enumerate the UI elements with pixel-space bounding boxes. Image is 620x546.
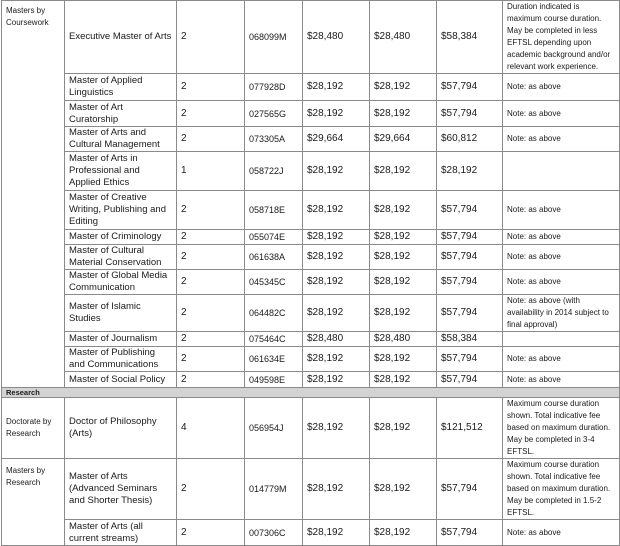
annual-fee: $28,480 xyxy=(303,332,370,347)
course-fee-table xyxy=(1,0,620,546)
annual-fee-secondary: $29,664 xyxy=(370,127,437,152)
annual-fee-secondary: $28,192 xyxy=(370,74,437,101)
annual-fee: $28,192 xyxy=(303,152,370,191)
course-duration: 2 xyxy=(177,191,245,230)
table-row xyxy=(2,191,620,230)
course-duration: 2 xyxy=(177,74,245,101)
course-note: Note: as above xyxy=(503,372,620,388)
course-duration: 2 xyxy=(177,459,245,520)
course-note: Maximum course duration shown. Total indicative fee based on maximum duration. May be completed in 1.5-2 EFTSL. xyxy=(503,459,620,520)
course-name: Master of Arts (all current streams) xyxy=(65,520,177,546)
annual-fee: $28,192 xyxy=(303,347,370,372)
course-duration: 1 xyxy=(177,152,245,191)
total-fee: $28,192 xyxy=(437,152,503,191)
course-code: 027565G xyxy=(245,101,303,127)
table-row xyxy=(2,459,620,520)
total-fee: $57,794 xyxy=(437,230,503,245)
course-code: 055074E xyxy=(245,230,303,245)
annual-fee-secondary: $28,192 xyxy=(370,245,437,270)
section-label: Research xyxy=(2,388,620,398)
course-name: Doctor of Philosophy (Arts) xyxy=(65,398,177,459)
course-duration: 2 xyxy=(177,332,245,347)
group-label: Masters by Research xyxy=(2,459,65,546)
course-code: 045345C xyxy=(245,270,303,295)
course-duration: 2 xyxy=(177,372,245,388)
course-code: 077928D xyxy=(245,74,303,101)
course-name: Master of Applied Linguistics xyxy=(65,74,177,101)
course-code: 075464C xyxy=(245,332,303,347)
table-row xyxy=(2,520,620,546)
course-note: Maximum course duration shown. Total indicative fee based on maximum duration. May be completed in 3-4 EFTSL. xyxy=(503,398,620,459)
course-note: Note: as above (with availability in 2014 subject to final approval) xyxy=(503,295,620,332)
course-duration: 2 xyxy=(177,230,245,245)
annual-fee: $29,664 xyxy=(303,127,370,152)
annual-fee: $28,192 xyxy=(303,520,370,546)
annual-fee: $28,192 xyxy=(303,74,370,101)
course-code: 064482C xyxy=(245,295,303,332)
course-code: 061634E xyxy=(245,347,303,372)
course-name: Master of Publishing and Communications xyxy=(65,347,177,372)
course-code: 073305A xyxy=(245,127,303,152)
annual-fee-secondary: $28,480 xyxy=(370,1,437,74)
course-code: 014779M xyxy=(245,459,303,520)
annual-fee: $28,192 xyxy=(303,270,370,295)
annual-fee: $28,480 xyxy=(303,1,370,74)
course-note: Note: as above xyxy=(503,347,620,372)
table-row xyxy=(2,372,620,388)
annual-fee: $28,192 xyxy=(303,230,370,245)
course-code: 058718E xyxy=(245,191,303,230)
course-name: Master of Social Policy xyxy=(65,372,177,388)
course-name: Master of Global Media Communication xyxy=(65,270,177,295)
section-header-row xyxy=(2,388,620,398)
annual-fee-secondary: $28,192 xyxy=(370,152,437,191)
course-note: Note: as above xyxy=(503,101,620,127)
annual-fee: $28,192 xyxy=(303,191,370,230)
annual-fee-secondary: $28,480 xyxy=(370,332,437,347)
course-duration: 2 xyxy=(177,127,245,152)
course-code: 061638A xyxy=(245,245,303,270)
course-duration: 2 xyxy=(177,1,245,74)
course-name: Master of Arts and Cultural Management xyxy=(65,127,177,152)
annual-fee: $28,192 xyxy=(303,372,370,388)
table-row xyxy=(2,245,620,270)
course-code: 058722J xyxy=(245,152,303,191)
course-note: Note: as above xyxy=(503,74,620,101)
annual-fee-secondary: $28,192 xyxy=(370,191,437,230)
course-duration: 4 xyxy=(177,398,245,459)
annual-fee-secondary: $28,192 xyxy=(370,295,437,332)
total-fee: $57,794 xyxy=(437,245,503,270)
total-fee: $57,794 xyxy=(437,74,503,101)
course-name: Master of Art Curatorship xyxy=(65,101,177,127)
course-name: Master of Criminology xyxy=(65,230,177,245)
total-fee: $60,812 xyxy=(437,127,503,152)
table-row xyxy=(2,347,620,372)
course-duration: 2 xyxy=(177,101,245,127)
group-label: Doctorate by Research xyxy=(2,398,65,459)
table-row xyxy=(2,230,620,245)
annual-fee: $28,192 xyxy=(303,398,370,459)
annual-fee-secondary: $28,192 xyxy=(370,459,437,520)
course-duration: 2 xyxy=(177,347,245,372)
course-note: Note: as above xyxy=(503,230,620,245)
course-name: Master of Islamic Studies xyxy=(65,295,177,332)
course-code: 056954J xyxy=(245,398,303,459)
table-row xyxy=(2,152,620,191)
annual-fee-secondary: $28,192 xyxy=(370,347,437,372)
table-row xyxy=(2,101,620,127)
table-row xyxy=(2,332,620,347)
annual-fee-secondary: $28,192 xyxy=(370,520,437,546)
course-note: Note: as above xyxy=(503,127,620,152)
course-name: Executive Master of Arts xyxy=(65,1,177,74)
course-note: Note: as above xyxy=(503,270,620,295)
annual-fee: $28,192 xyxy=(303,459,370,520)
course-name: Master of Journalism xyxy=(65,332,177,347)
total-fee: $57,794 xyxy=(437,520,503,546)
annual-fee: $28,192 xyxy=(303,295,370,332)
course-code: 007306C xyxy=(245,520,303,546)
total-fee: $58,384 xyxy=(437,332,503,347)
course-note: Note: as above xyxy=(503,520,620,546)
annual-fee-secondary: $28,192 xyxy=(370,101,437,127)
course-code: 068099M xyxy=(245,1,303,74)
course-duration: 2 xyxy=(177,245,245,270)
total-fee: $57,794 xyxy=(437,270,503,295)
annual-fee: $28,192 xyxy=(303,245,370,270)
annual-fee-secondary: $28,192 xyxy=(370,230,437,245)
annual-fee: $28,192 xyxy=(303,101,370,127)
course-name: Master of Cultural Material Conservation xyxy=(65,245,177,270)
course-note xyxy=(503,332,620,347)
course-duration: 2 xyxy=(177,270,245,295)
course-note: Note: as above xyxy=(503,191,620,230)
annual-fee-secondary: $28,192 xyxy=(370,372,437,388)
course-name: Master of Creative Writing, Publishing and Editing xyxy=(65,191,177,230)
total-fee: $57,794 xyxy=(437,191,503,230)
table-row xyxy=(2,295,620,332)
total-fee: $58,384 xyxy=(437,1,503,74)
total-fee: $57,794 xyxy=(437,347,503,372)
total-fee: $57,794 xyxy=(437,295,503,332)
course-name: Master of Arts (Advanced Seminars and Shorter Thesis) xyxy=(65,459,177,520)
total-fee: $57,794 xyxy=(437,372,503,388)
table-row xyxy=(2,270,620,295)
table-row xyxy=(2,127,620,152)
course-name: Master of Arts in Professional and Applied Ethics xyxy=(65,152,177,191)
course-code: 049598E xyxy=(245,372,303,388)
table-row xyxy=(2,1,620,74)
course-duration: 2 xyxy=(177,520,245,546)
course-note: Note: as above xyxy=(503,245,620,270)
total-fee: $121,512 xyxy=(437,398,503,459)
table-row xyxy=(2,398,620,459)
course-duration: 2 xyxy=(177,295,245,332)
annual-fee-secondary: $28,192 xyxy=(370,398,437,459)
course-note: Duration indicated is maximum course duration. May be completed in less EFTSL depending upon academic background and/or relevant work experience. xyxy=(503,1,620,74)
group-label: Masters by Coursework xyxy=(2,1,65,388)
annual-fee-secondary: $28,192 xyxy=(370,270,437,295)
total-fee: $57,794 xyxy=(437,101,503,127)
table-row xyxy=(2,74,620,101)
total-fee: $57,794 xyxy=(437,459,503,520)
course-note xyxy=(503,152,620,191)
